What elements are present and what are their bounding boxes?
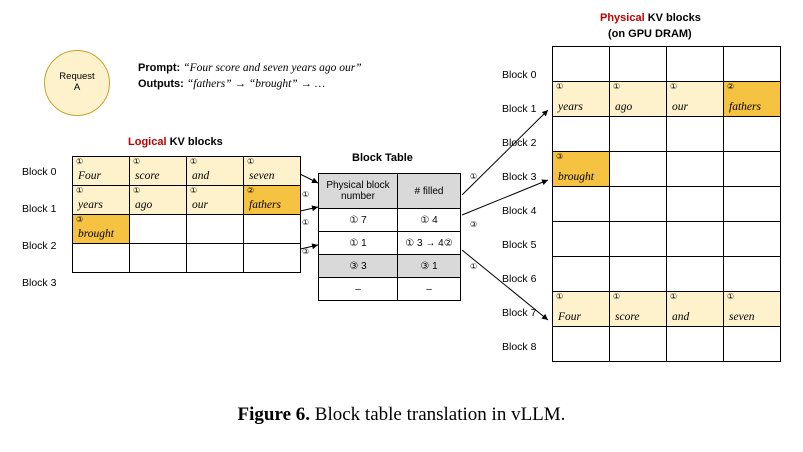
arrow-label-right-1: ① [470,172,478,181]
logical-cell [187,157,244,186]
physical-cell [610,327,667,362]
block-table-row [319,255,461,278]
physical-cell [724,187,781,222]
physical-row [553,222,781,257]
logical-cell-token: score [135,169,160,182]
physical-cell-token: seven [729,310,755,323]
outputs-label: Outputs: [138,78,184,90]
block-table-cell: ① 7 [319,209,398,232]
block-table-row [319,232,461,255]
physical-cell [553,187,610,222]
arrow-label-logical-1: ① [302,190,310,199]
physical-cell-token: Four [558,310,581,323]
arrow-label-logical-3: ③ [302,247,310,256]
logical-cell-token: Four [78,169,101,182]
prompt-line [138,62,362,74]
logical-cell-token: and [192,169,210,182]
physical-cell [724,47,781,82]
physical-cell-seq: ① [727,292,735,301]
logical-cell-seq: ② [247,186,255,195]
block-table-cell: – [319,278,398,301]
physical-row-label-6: Block 6 [502,273,537,285]
physical-row-label-5: Block 5 [502,239,537,251]
arrow-label-right-3: ① [470,262,478,271]
physical-cell [553,152,610,187]
physical-row-label-7: Block 7 [502,307,537,319]
block-table-title: Block Table [352,152,413,164]
block-table-cell: ① 1 [319,232,398,255]
figure-caption [0,404,803,426]
physical-row [553,82,781,117]
physical-cell [724,257,781,292]
logical-cell [73,244,130,273]
figure-caption-text: Block table translation in vLLM. [310,404,566,425]
physical-cell-token: our [672,100,688,113]
physical-row-label-1: Block 1 [502,103,537,115]
physical-row [553,187,781,222]
prompt-label: Prompt: [138,62,181,74]
physical-blocks-subtitle: (on GPU DRAM) [608,28,692,40]
logical-cell-seq: ① [190,186,198,195]
logical-row [73,244,301,273]
block-table-header-row [319,174,461,209]
logical-cell-token: ago [135,198,153,211]
physical-cell [610,292,667,327]
physical-cell [553,327,610,362]
logical-cell [244,244,301,273]
physical-row-label-8: Block 8 [502,341,537,353]
logical-cell [244,186,301,215]
physical-row-label-3: Block 3 [502,171,537,183]
outputs-text: “fathers” → “brought” → … [186,78,326,90]
physical-cell [610,222,667,257]
physical-row [553,152,781,187]
physical-cell-token: score [615,310,640,323]
physical-cell-seq: ③ [556,152,564,161]
physical-cell [610,82,667,117]
physical-cell [724,82,781,117]
logical-cell [73,186,130,215]
block-table-cell: ③ 3 [319,255,398,278]
logical-cell [244,157,301,186]
physical-cell-seq: ① [556,82,564,91]
physical-cell [667,187,724,222]
logical-title-strong: Logical [128,136,167,148]
physical-cell [553,47,610,82]
physical-cell [553,292,610,327]
physical-cell [724,327,781,362]
physical-cell [610,187,667,222]
physical-row-label-0: Block 0 [502,69,537,81]
physical-cell [610,117,667,152]
logical-cell-token: brought [78,227,114,240]
physical-cell [667,327,724,362]
figure-caption-label: Figure 6. [237,404,311,425]
block-table-header-cell: Physical block number [319,174,398,209]
physical-cell [667,292,724,327]
block-table [318,173,461,301]
logical-row [73,215,301,244]
logical-row-label-0: Block 0 [22,166,57,178]
logical-cell [130,157,187,186]
logical-blocks-title [128,136,223,148]
physical-kv-table [552,46,781,362]
block-table-cell: ① 3 → 4② [398,232,461,255]
block-table-header-cell: # filled [398,174,461,209]
logical-cell [187,215,244,244]
physical-cell-seq: ① [556,292,564,301]
physical-cell-token: ago [615,100,633,113]
physical-row [553,257,781,292]
logical-cell-seq: ① [190,157,198,166]
physical-title-strong: Physical [600,12,645,24]
logical-cell [187,186,244,215]
physical-row-label-2: Block 2 [502,137,537,149]
logical-row-labels [22,158,56,297]
logical-row [73,186,301,215]
block-table-cell: – [398,278,461,301]
physical-cell [610,257,667,292]
arrow-label-right-2: ③ [470,220,478,229]
physical-cell [667,257,724,292]
logical-cell [130,186,187,215]
physical-cell-seq: ① [613,292,621,301]
physical-cell [553,82,610,117]
logical-cell [187,244,244,273]
logical-cell-seq: ① [247,157,255,166]
logical-cell-token: our [192,198,208,211]
physical-cell [667,47,724,82]
physical-cell-seq: ① [670,292,678,301]
physical-cell-seq: ① [670,82,678,91]
logical-kv-table [72,156,301,273]
block-table-cell: ③ 1 [398,255,461,278]
logical-cell [73,215,130,244]
physical-cell-token: years [558,100,583,113]
physical-cell [724,292,781,327]
logical-cell-token: years [78,198,103,211]
logical-cell [73,157,130,186]
logical-cell-seq: ① [76,186,84,195]
physical-cell [724,152,781,187]
physical-row [553,292,781,327]
physical-cell [667,152,724,187]
request-label-line1: Request [59,71,95,83]
logical-cell-seq: ① [76,157,84,166]
block-table-row [319,278,461,301]
physical-cell [553,117,610,152]
logical-cell-seq: ① [133,186,141,195]
logical-cell-seq: ① [133,157,141,166]
physical-cell [610,152,667,187]
block-table-row [319,209,461,232]
request-node [44,50,110,116]
logical-row-label-2: Block 2 [22,240,57,252]
physical-cell [553,257,610,292]
physical-cell [724,117,781,152]
physical-cell-token: and [672,310,690,323]
logical-row [73,157,301,186]
logical-cell-token: seven [249,169,275,182]
prompt-block [138,62,362,90]
physical-cell [667,222,724,257]
physical-title-rest: KV blocks [644,12,701,24]
logical-cell [130,215,187,244]
physical-cell [553,222,610,257]
logical-cell-seq: ③ [76,215,84,224]
physical-row [553,47,781,82]
block-table-cell: ① 4 [398,209,461,232]
physical-cell [724,222,781,257]
logical-cell-token: fathers [249,198,281,211]
physical-cell [667,117,724,152]
physical-row-label-4: Block 4 [502,205,537,217]
logical-row-label-3: Block 3 [22,277,57,289]
prompt-text: “Four score and seven years ago our” [183,62,362,74]
physical-cell-seq: ② [727,82,735,91]
logical-title-rest: KV blocks [166,136,223,148]
logical-row-label-1: Block 1 [22,203,57,215]
logical-cell [130,244,187,273]
request-label-line2: A [73,82,81,93]
physical-row [553,327,781,362]
logical-cell [244,215,301,244]
outputs-line [138,78,362,90]
physical-cell-token: brought [558,170,594,183]
physical-row [553,117,781,152]
physical-row-labels [502,58,536,364]
physical-cell [610,47,667,82]
physical-cell-seq: ① [613,82,621,91]
arrow-label-logical-2: ① [302,218,310,227]
physical-blocks-title [600,12,701,24]
physical-cell-token: fathers [729,100,761,113]
physical-cell [667,82,724,117]
